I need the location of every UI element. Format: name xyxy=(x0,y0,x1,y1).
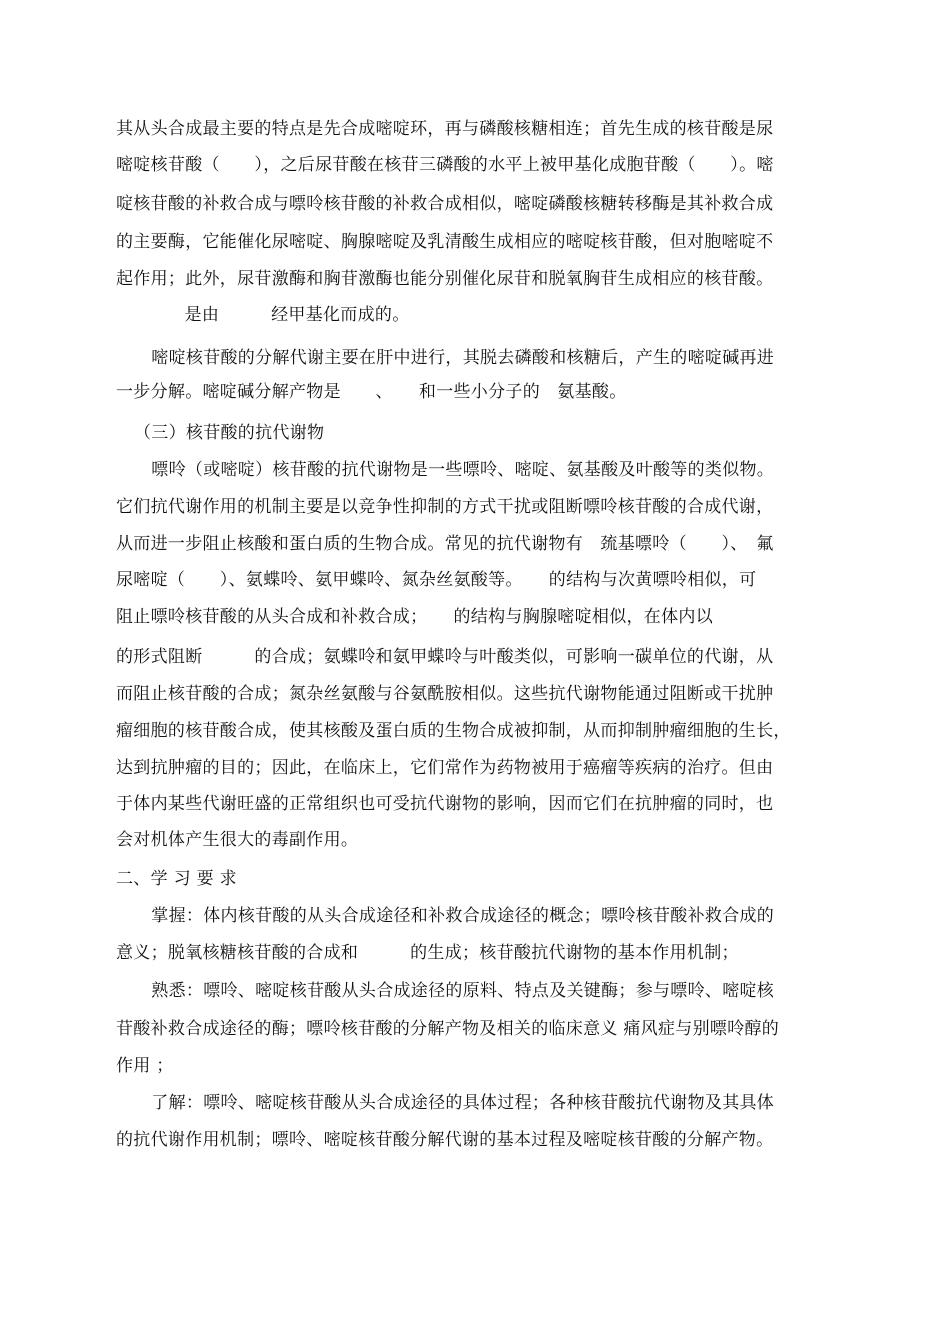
text-line: 意义；脱氧核糖核苷酸的合成和 的生成；核苷酸抗代谢物的基本作用机制； xyxy=(116,943,739,963)
text-line: 阻止嘌呤核苷酸的从头合成和补救合成； 的结构与胸腺嘧啶相似，在体内以 xyxy=(116,607,713,627)
text-line: 起作用；此外，尿苷激酶和胸苷激酶也能分别催化尿苷和脱氧胸苷生成相应的核苷酸。 xyxy=(116,269,774,289)
text-line: 尿嘧啶（ ）、氨蝶呤、氨甲蝶呤、氮杂丝氨酸等。 的结构与次黄嘌呤相似，可 xyxy=(116,570,757,590)
text-line: 的主要酶，它能催化尿嘧啶、胸腺嘧啶及乳清酸生成相应的嘧啶核苷酸，但对胞嘧啶不 xyxy=(116,232,774,252)
text-line: 达到抗肿瘤的目的；因此，在临床上，它们常作为药物被用于癌瘤等疾病的治疗。但由 xyxy=(116,758,774,778)
text-line: 的抗代谢作用机制；嘌呤、嘧啶核苷酸分解代谢的基本过程及嘧啶核苷酸的分解产物。 xyxy=(116,1130,774,1150)
text-line: 而阻止核苷酸的合成；氮杂丝氨酸与谷氨酰胺相似。这些抗代谢物能通过阻断或干扰肿 xyxy=(116,684,774,704)
text-line: 从而进一步阻止核酸和蛋白质的生物合成。常见的抗代谢物有 巯基嘌呤（ ）、 氟 xyxy=(116,534,774,554)
text-line: 瘤细胞的核苷酸合成，使其核酸及蛋白质的生物合成被抑制，从而抑制肿瘤细胞的生长， xyxy=(116,721,791,741)
text-line: 是由 经甲基化而成的。 xyxy=(150,305,410,325)
text-line: 熟悉：嘌呤、嘧啶核苷酸从头合成途径的原料、特点及关键酶；参与嘌呤、嘧啶核 xyxy=(134,981,775,1001)
text-line: 一步分解。嘧啶碱分解产物是 、 和一些小分子的 氨基酸。 xyxy=(116,382,627,402)
text-line: 了解：嘌呤、嘧啶核苷酸从头合成途径的具体过程；各种核苷酸抗代谢物及其具体 xyxy=(134,1093,775,1113)
text-line: 作用 ； xyxy=(116,1056,174,1076)
text-line: 啶核苷酸的补救合成与嘌呤核苷酸的补救合成相似，嘧啶磷酸核糖转移酶是其补救合成 xyxy=(116,194,774,214)
text-line: 的形式阻断 的合成；氨蝶呤和氨甲蝶呤与叶酸类似，可影响一碳单位的代谢，从 xyxy=(116,647,774,667)
text-line: 苷酸补救合成途径的酶；嘌呤核苷酸的分解产物及相关的临床意义 痛风症与别嘌呤醇的 xyxy=(116,1019,780,1039)
text-line: 嘧啶核苷酸（ ），之后尿苷酸在核苷三磷酸的水平上被甲基化成胞苷酸（ ）。嘧 xyxy=(116,155,774,175)
text-line: 它们抗代谢作用的机制主要是以竞争性抑制的方式干扰或阻断嘌呤核苷酸的合成代谢， xyxy=(116,497,774,517)
text-line: 会对机体产生很大的毒副作用。 xyxy=(116,830,359,850)
section-heading: 二、学 习 要 求 xyxy=(116,869,237,889)
section-heading: （三）核苷酸的抗代谢物 xyxy=(134,423,325,443)
text-line: 嘧啶核苷酸的分解代谢主要在肝中进行，其脱去磷酸和核糖后，产生的嘧啶碱再进 xyxy=(134,348,775,368)
text-line: 掌握：体内核苷酸的从头合成途径和补救合成途径的概念；嘌呤核苷酸补救合成的 xyxy=(134,906,775,926)
text-line: 其从头合成最主要的特点是先合成嘧啶环，再与磷酸核糖相连；首先生成的核苷酸是尿 xyxy=(116,119,774,139)
text-line: 于体内某些代谢旺盛的正常组织也可受抗代谢物的影响，因而它们在抗肿瘤的同时，也 xyxy=(116,794,774,814)
text-line: 嘌呤（或嘧啶）核苷酸的抗代谢物是一些嘌呤、嘧啶、氨基酸及叶酸等的类似物。 xyxy=(134,460,775,480)
